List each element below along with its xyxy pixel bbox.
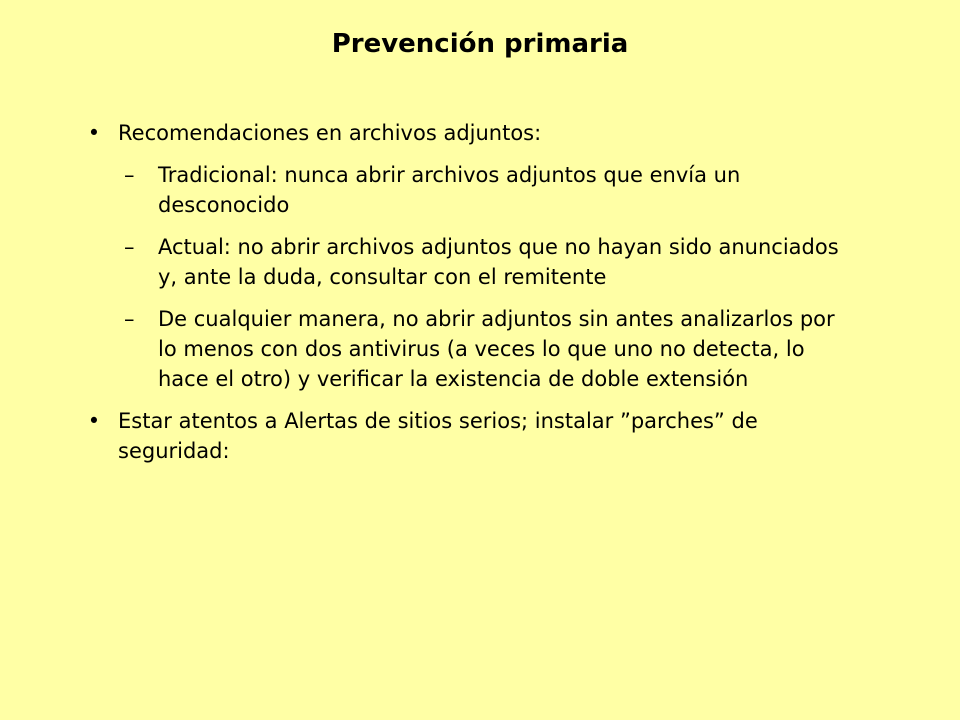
sub-item-any-case xyxy=(124,304,844,394)
bullet-text: Recomendaciones en archivos adjuntos: xyxy=(118,121,542,145)
dash-marker: – xyxy=(124,163,135,187)
slide-body xyxy=(84,118,844,466)
sub-item-text: Actual: no abrir archivos adjuntos que no hayan sido anunciados y, ante la duda, consultar con el remitente xyxy=(158,235,839,289)
slide-title: Prevención primaria xyxy=(331,29,629,59)
sub-item-traditional xyxy=(124,160,844,220)
sub-item-text: De cualquier manera, no abrir adjuntos sin antes analizarlos por lo menos con dos antivirus (a veces lo que uno no detecta, lo hace el otro) y verificar la existencia de doble extensión xyxy=(158,307,835,391)
bullet-item-alerts xyxy=(84,406,844,466)
dash-marker: – xyxy=(124,307,135,331)
sub-item-text: Tradicional: nunca abrir archivos adjuntos que envía un desconocido xyxy=(158,163,741,217)
dash-marker: – xyxy=(124,235,135,259)
sub-item-current xyxy=(124,232,844,292)
bullet-marker: • xyxy=(87,409,101,433)
bullet-item-attachments xyxy=(84,118,844,148)
bullet-text: Estar atentos a Alertas de sitios serios; instalar ”parches” de seguridad: xyxy=(118,409,758,463)
bullet-marker: • xyxy=(87,121,101,145)
